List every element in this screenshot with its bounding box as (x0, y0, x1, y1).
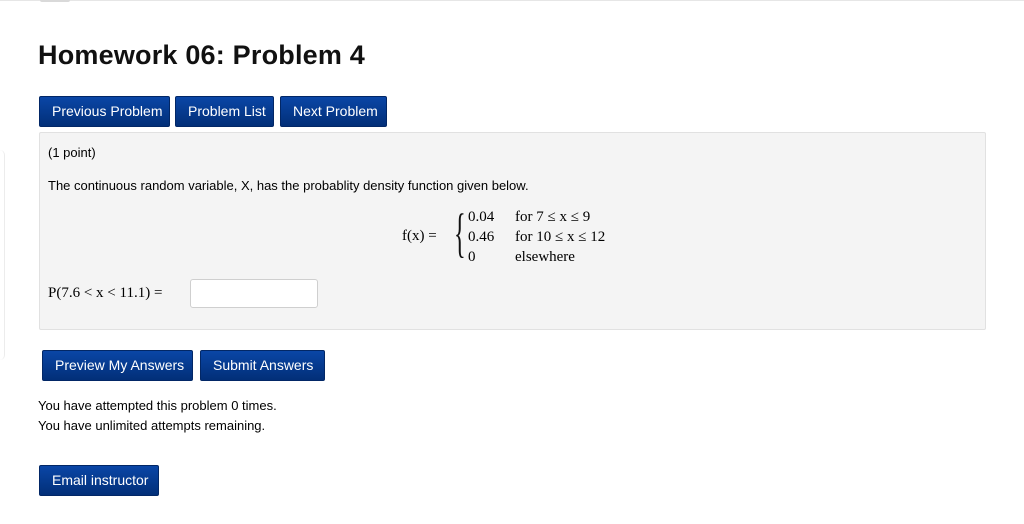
piece-value: 0.04 (468, 209, 495, 225)
answer-input[interactable] (190, 279, 318, 308)
page-title: Homework 06: Problem 4 (38, 40, 366, 70)
top-tab-handle (40, 0, 70, 2)
piece-value: 0 (468, 249, 476, 265)
left-edge-decoration (0, 150, 5, 360)
previous-problem-button[interactable]: Previous Problem (39, 96, 170, 127)
attempts-remaining-text: You have unlimited attempts remaining. (38, 418, 266, 433)
problem-statement: The continuous random variable, X, has the probablity density function given below. (48, 178, 529, 193)
left-brace-icon: { (454, 203, 466, 263)
piecewise-definition (466, 207, 605, 267)
top-divider (0, 0, 1024, 3)
piecewise-row (466, 207, 605, 227)
next-problem-button[interactable]: Next Problem (280, 96, 387, 127)
piece-condition: for 7 ≤ x ≤ 9 (515, 209, 591, 225)
function-label: f(x) = (402, 228, 437, 244)
attempts-info (38, 396, 277, 436)
email-instructor-button[interactable]: Email instructor (39, 465, 159, 496)
piece-value: 0.46 (468, 229, 495, 245)
attempts-count-text: You have attempted this problem 0 times. (38, 398, 277, 413)
piece-condition: elsewhere (515, 249, 575, 265)
piece-condition: for 10 ≤ x ≤ 12 (515, 229, 606, 245)
problem-points: (1 point) (48, 145, 96, 160)
submit-answers-button[interactable]: Submit Answers (200, 350, 325, 381)
preview-answers-button[interactable]: Preview My Answers (42, 350, 193, 381)
problem-list-button[interactable]: Problem List (175, 96, 274, 127)
piecewise-row (466, 227, 605, 247)
piecewise-row (466, 247, 605, 267)
problem-panel (39, 132, 986, 330)
probability-question: P(7.6 < x < 11.1) = (48, 285, 163, 301)
